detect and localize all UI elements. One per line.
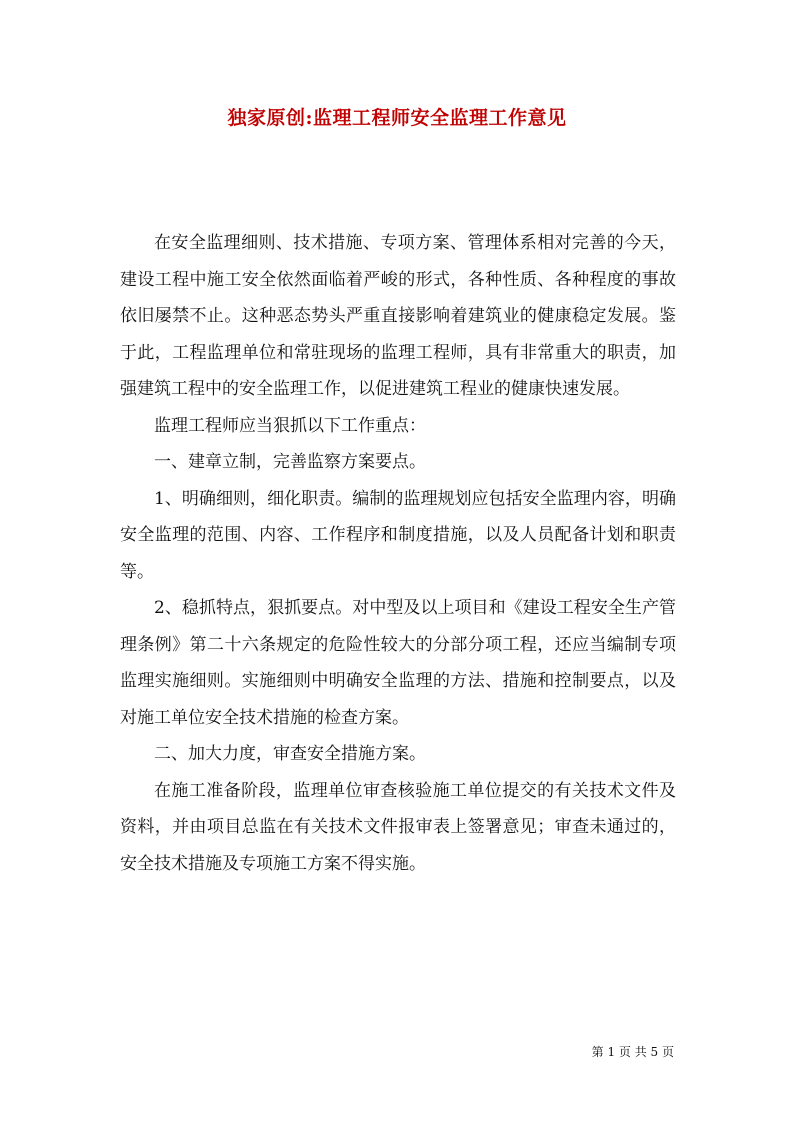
page-number: 第 1 页 共 5 页 — [591, 1045, 674, 1059]
document-title: 独家原创:监理工程师安全监理工作意见 — [227, 107, 567, 129]
paragraph-intro: 在安全监理细则、技术措施、专项方案、管理体系相对完善的今天，建设工程中施工安全依然面临着严峻的形式，各种性质、各种程度的事故依旧屡禁不止。这种恶态势头严重直接影响着建筑业的健康稳定发展。鉴于此，工程监理单位和常驻现场的监理工程师，具有非常重大的职责，加强建筑工程中的安全监理工作，以促进建筑工程业的健康快速发展。 — [120, 233, 676, 399]
paragraph-preparation: 在施工准备阶段，监理单位审查核验施工单位提交的有关技术文件及资料，并由项目总监在有关技术文件报审表上签署意见；审查未通过的，安全技术措施及专项施工方案不得实施。 — [120, 780, 676, 874]
paragraph-item-1: 1、明确细则，细化职责。编制的监理规划应包括安全监理内容，明确安全监理的范围、内容、工作程序和制度措施，以及人员配备计划和职责等。 — [120, 488, 676, 582]
section-heading-2: 二、加大力度，审查安全措施方案。 — [154, 744, 426, 764]
paragraph-item-2: 2、稳抓特点，狠抓要点。对中型及以上项目和《建设工程安全生产管理条例》第二十六条规定的危险性较大的分部分项工程，还应当编制专项监理实施细则。实施细则中明确安全监理的方法、措施和控制要点，以及对施工单位安全技术措施的检查方案。 — [120, 598, 676, 728]
paragraph-key-points: 监理工程师应当狠抓以下工作重点： — [154, 415, 426, 436]
document-body — [120, 225, 676, 882]
section-heading-1: 一、建章立制，完善监察方案要点。 — [154, 452, 426, 472]
